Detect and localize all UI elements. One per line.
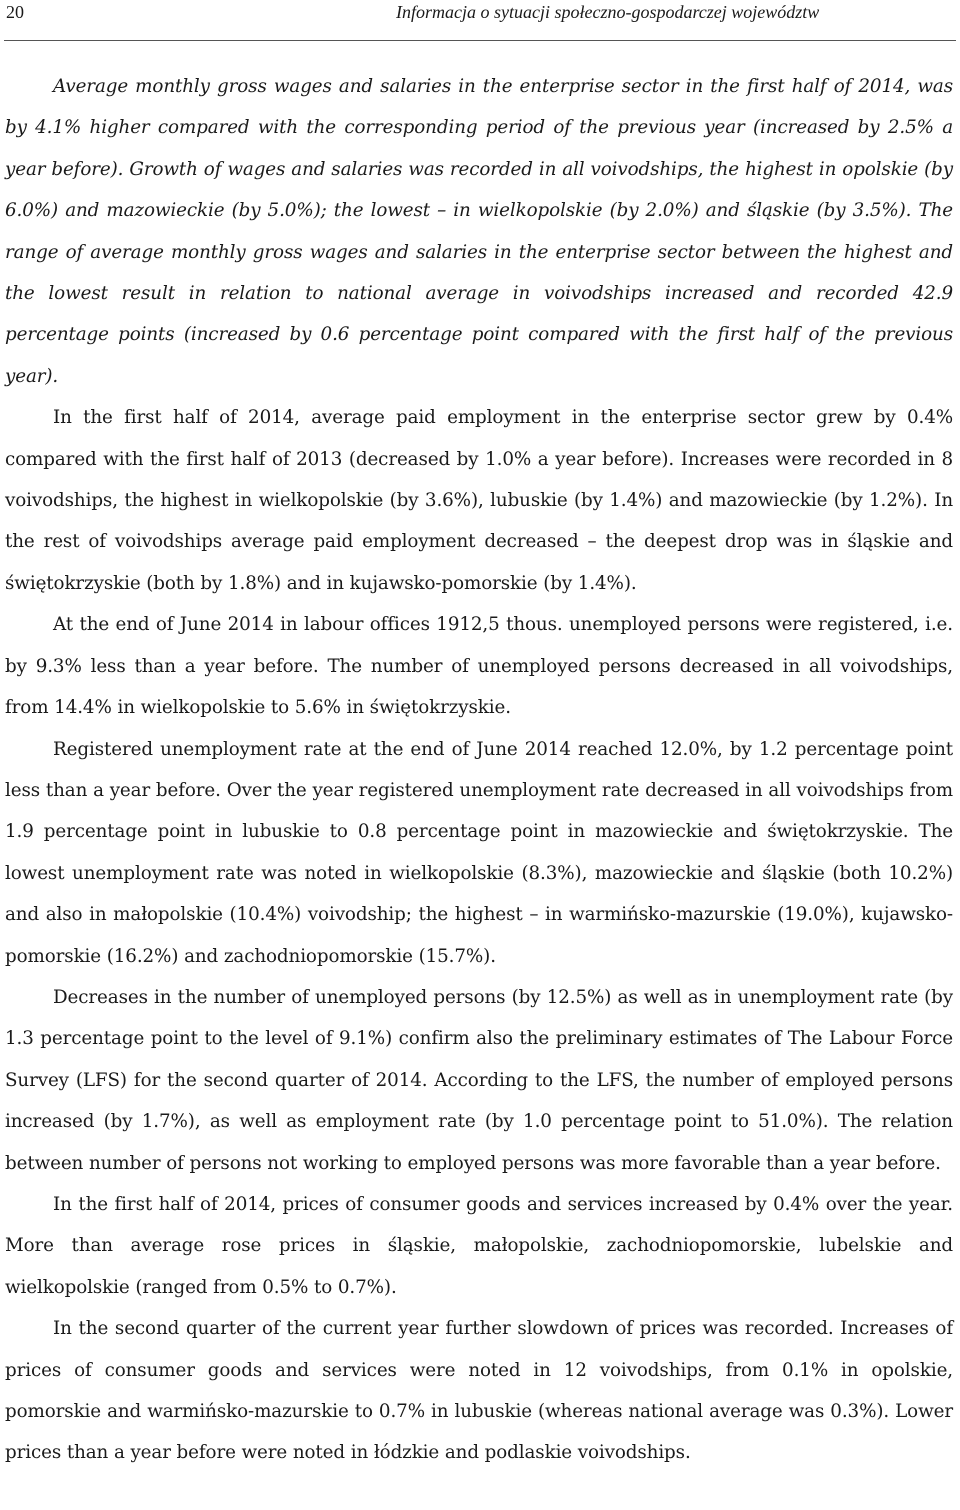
paragraph-prices-half-year: In the first half of 2014, prices of consumer goods and services increased by 0.4% over the year. More than average rose prices in śląskie, małopolskie, zachodniopomorskie, lubelskie and wielkopolskie (ranged from 0.5% to 0.7%). (5, 1193, 953, 1298)
paragraph-lfs: Decreases in the number of unemployed persons (by 12.5%) as well as in unemployment rate (by 1.3 percentage point to the level of 9.1%) confirm also the preliminary estimates of The Labour Force Survey (LFS) for the second quarter of 2014. According to the LFS, the number of employed persons increased (by 1.7%), as well as employment rate (by 1.0 percentage point to 51.0%). The relation between number of persons not working to employed persons was more favorable than a year before. (5, 986, 953, 1174)
paragraph-prices-second-quarter: In the second quarter of the current year further slowdown of prices was recorded. Increases of prices of consumer goods and services were noted in 12 voivodships, from 0.1% in opolskie, pomorskie and warmińsko-mazurskie to 0.7% in lubuskie (whereas national average was 0.3%). Lower prices than a year before were noted in łódzkie and podlaskie voivodships. (5, 1318, 953, 1464)
running-title: Informacja o sytuacji społeczno-gospodarczej województw (396, 2, 820, 22)
paragraph-unemployment-rate: Registered unemployment rate at the end of June 2014 reached 12.0%, by 1.2 percentage point less than a year before. Over the year registered unemployment rate decreased in all voivodships from 1.9 percentage point in lubuskie to 0.8 percentage point in mazowieckie and świętokrzyskie. The lowest unemployment rate was noted in wielkopolskie (8.3%), mazowieckie and śląskie (both 10.2%) and also in małopolskie (10.4%) voivodship; the highest – in warmińsko-mazurskie (19.0%), kujawsko-pomorskie (16.2%) and zachodniopomorskie (15.7%). (5, 738, 953, 967)
body-text (5, 66, 953, 1474)
paragraph-unemployed-persons: At the end of June 2014 in labour offices 1912,5 thous. unemployed persons were registered, i.e. by 9.3% less than a year before. The number of unemployed persons decreased in all voivodships, from 14.4% in wielkopolskie to 5.6% in świętokrzyskie. (5, 614, 953, 719)
page-header (4, 0, 956, 41)
paragraph-employment: In the first half of 2014, average paid employment in the enterprise sector grew by 0.4% compared with the first half of 2013 (decreased by 1.0% a year before). Increases were recorded in 8 voivodships, the highest in wielkopolskie (by 3.6%), lubuskie (by 1.4%) and mazowieckie (by 1.2%). In the rest of voivodships average paid employment decreased – the deepest drop was in śląskie and świętokrzyskie (both by 1.8%) and in kujawsko-pomorskie (by 1.4%). (5, 407, 953, 594)
paragraph-wages: Average monthly gross wages and salaries in the enterprise sector in the first half of 2014, was by 4.1% higher compared with the corresponding period of the previous year (increased by 2.5% a year before). Growth of wages and salaries was recorded in all voivodships, the highest in opolskie (by 6.0%) and mazowieckie (by 5.0%); the lowest – in wielkopolskie (by 2.0%) and śląskie (by 3.5%). The range of average monthly gross wages and salaries in the enterprise sector between the highest and the lowest result in relation to national average in voivodships increased and recorded 42.9 percentage points (increased by 0.6 percentage point compared with the first half of the previous year). (5, 76, 953, 387)
page-number: 20 (6, 2, 24, 22)
